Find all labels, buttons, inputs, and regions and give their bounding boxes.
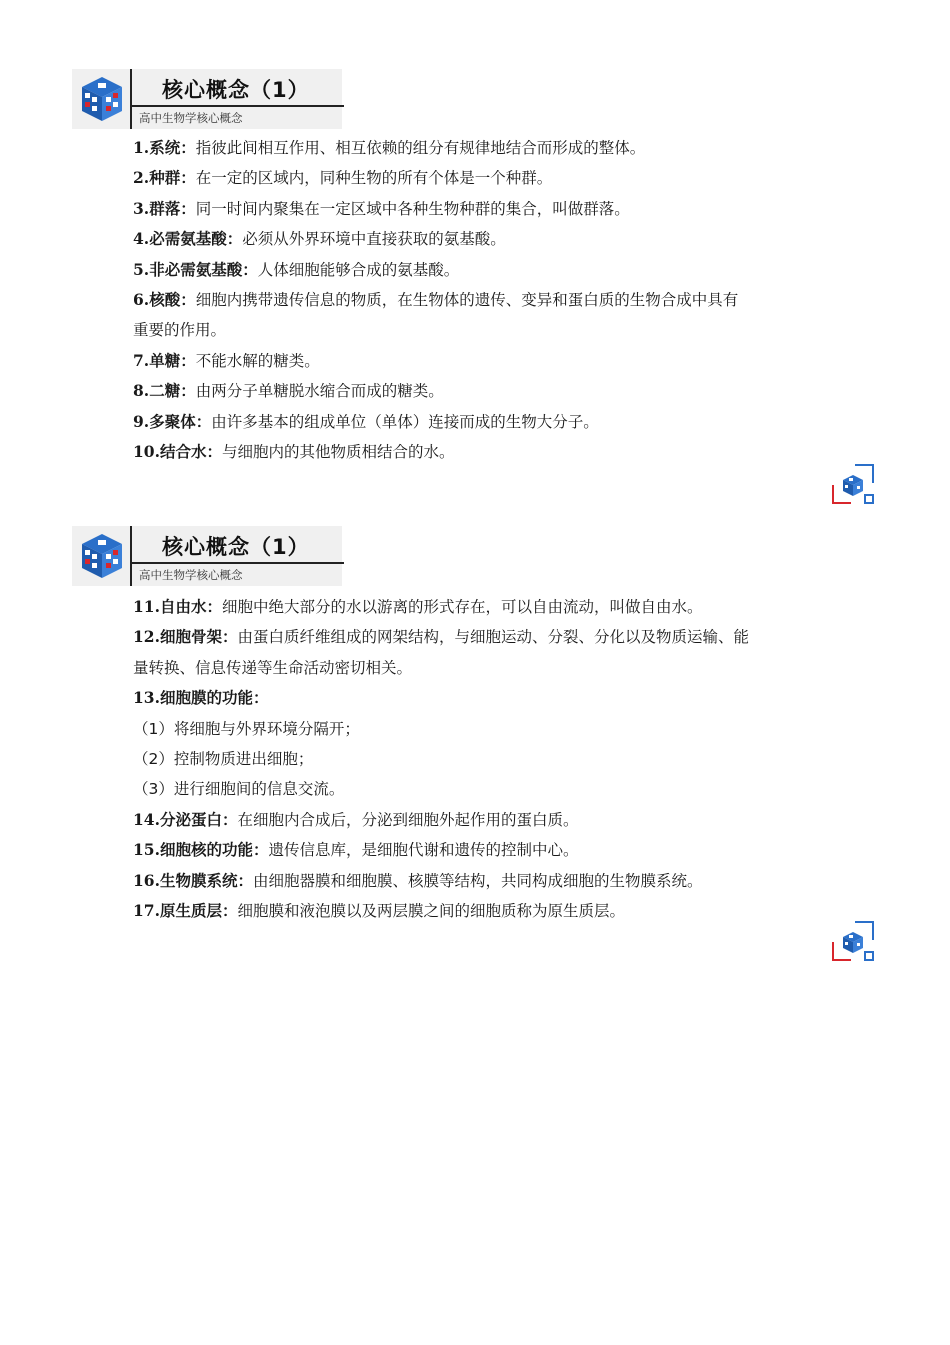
header-divider-horizontal [132, 105, 344, 107]
header-divider-vertical [130, 69, 132, 129]
term-label: 细胞骨架 [159, 628, 222, 647]
definition-text: 与细胞内的其他物质相结合的水。 [222, 442, 455, 461]
page-subtitle: 高中生物学核心概念 [139, 568, 243, 582]
definition-text: 必须从外界环境中直接获取的氨基酸。 [242, 230, 506, 249]
list-item: 2.种群：在一定的区域内，同种生物的所有个体是一个种群。 [133, 168, 553, 188]
concept-list-2 [133, 592, 833, 926]
definition-text: 遗传信息库，是细胞代谢和遗传的控制中心。 [268, 841, 579, 860]
concept-list-1 [133, 133, 833, 467]
term-label: 多聚体 [149, 412, 196, 431]
cube-logo-icon [80, 532, 124, 580]
header-divider-vertical [130, 526, 132, 586]
sub-list-item: （1）将细胞与外界环境分隔开； [133, 719, 360, 738]
header-divider-horizontal [132, 562, 344, 564]
definition-text: 由蛋白质纤维组成的网架结构，与细胞运动、分裂、分化以及物质运输、能 [237, 628, 750, 647]
list-item: 17.原生质层：细胞膜和液泡膜以及两层膜之间的细胞质称为原生质层。 [133, 900, 626, 920]
definition-text: 细胞膜和液泡膜以及两层膜之间的细胞质称为原生质层。 [237, 901, 626, 920]
term-label: 分泌蛋白 [159, 810, 222, 829]
term-label: 必需氨基酸 [149, 230, 227, 249]
term-label: 群落 [149, 199, 181, 218]
term-label: 自由水 [159, 598, 207, 616]
term-label: 非必需氨基酸 [149, 260, 243, 279]
definition-text: 在一定的区域内，同种生物的所有个体是一个种群。 [195, 169, 553, 188]
term-label: 生物膜系统 [159, 871, 238, 890]
definition-text: 在细胞内合成后，分泌到细胞外起作用的蛋白质。 [237, 810, 579, 829]
definition-text: 由两分子单糖脱水缩合而成的糖类。 [195, 382, 444, 401]
page-title: 核心概念（1） [162, 535, 310, 559]
list-item: 14.分泌蛋白：在细胞内合成后，分泌到细胞外起作用的蛋白质。 [133, 809, 579, 829]
term-label: 细胞膜的功能 [159, 689, 253, 708]
cube-corner-icon [831, 463, 875, 505]
definition-text: 由细胞器膜和细胞膜、核膜等结构，共同构成细胞的生物膜系统。 [253, 871, 703, 890]
list-item: 5.非必需氨基酸：人体细胞能够合成的氨基酸。 [133, 259, 460, 279]
list-item: 4.必需氨基酸：必须从外界环境中直接获取的氨基酸。 [133, 229, 506, 249]
definition-text: 人体细胞能够合成的氨基酸。 [257, 260, 460, 279]
term-label: 单糖 [149, 351, 181, 370]
cube-logo-icon [80, 75, 124, 123]
section-header-2 [72, 526, 344, 586]
list-item: 15.细胞核的功能：遗传信息库，是细胞代谢和遗传的控制中心。 [133, 840, 579, 860]
list-item: 11.自由水：细胞中绝大部分的水以游离的形式存在，可以自由流动，叫做自由水。 [133, 597, 703, 616]
list-item: 1.系统：指彼此间相互作用、相互依赖的组分有规律地结合而形成的整体。 [133, 138, 646, 157]
term-label: 系统 [149, 139, 181, 157]
page-subtitle: 高中生物学核心概念 [139, 111, 243, 125]
list-item: 16.生物膜系统：由细胞器膜和细胞膜、核膜等结构，共同构成细胞的生物膜系统。 [133, 870, 703, 890]
list-item: 10.结合水：与细胞内的其他物质相结合的水。 [133, 441, 455, 461]
section-header-1 [72, 69, 344, 129]
page-title: 核心概念（1） [162, 78, 310, 102]
list-item: 8.二糖：由两分子单糖脱水缩合而成的糖类。 [133, 381, 444, 401]
sub-list-item: （3）进行细胞间的信息交流。 [133, 780, 345, 799]
definition-text: 细胞内携带遗传信息的物质，在生物体的遗传、变异和蛋白质的生物合成中具有 [195, 290, 739, 309]
sub-list-item: （2）控制物质进出细胞； [133, 749, 314, 768]
definition-text: 不能水解的糖类。 [195, 351, 320, 370]
list-item: 6.核酸：细胞内携带遗传信息的物质，在生物体的遗传、变异和蛋白质的生物合成中具有 [133, 289, 739, 309]
definition-text: 由许多基本的组成单位（单体）连接而成的生物大分子。 [211, 412, 599, 431]
term-label: 种群 [149, 169, 181, 188]
list-item: 7.单糖：不能水解的糖类。 [133, 350, 320, 370]
cube-corner-icon [831, 920, 875, 962]
list-item-continuation: 量转换、信息传递等生命活动密切相关。 [133, 658, 413, 677]
list-item: 12.细胞骨架：由蛋白质纤维组成的网架结构，与细胞运动、分裂、分化以及物质运输、能 [133, 627, 750, 647]
list-item-continuation: 重要的作用。 [133, 321, 227, 340]
term-label: 原生质层 [159, 901, 222, 920]
term-label: 细胞核的功能 [159, 841, 253, 860]
definition-text: 同一时间内聚集在一定区域中各种生物种群的集合，叫做群落。 [195, 199, 630, 218]
list-item: 3.群落：同一时间内聚集在一定区域中各种生物种群的集合，叫做群落。 [133, 198, 630, 218]
definition-text: 细胞中绝大部分的水以游离的形式存在，可以自由流动，叫做自由水。 [222, 598, 703, 616]
term-label: 结合水 [159, 442, 207, 461]
term-label: 核酸 [149, 290, 181, 309]
list-item: 13.细胞膜的功能： [133, 688, 269, 708]
definition-text: 指彼此间相互作用、相互依赖的组分有规律地结合而形成的整体。 [195, 139, 646, 157]
term-label: 二糖 [149, 382, 181, 401]
list-item: 9.多聚体：由许多基本的组成单位（单体）连接而成的生物大分子。 [133, 411, 599, 431]
